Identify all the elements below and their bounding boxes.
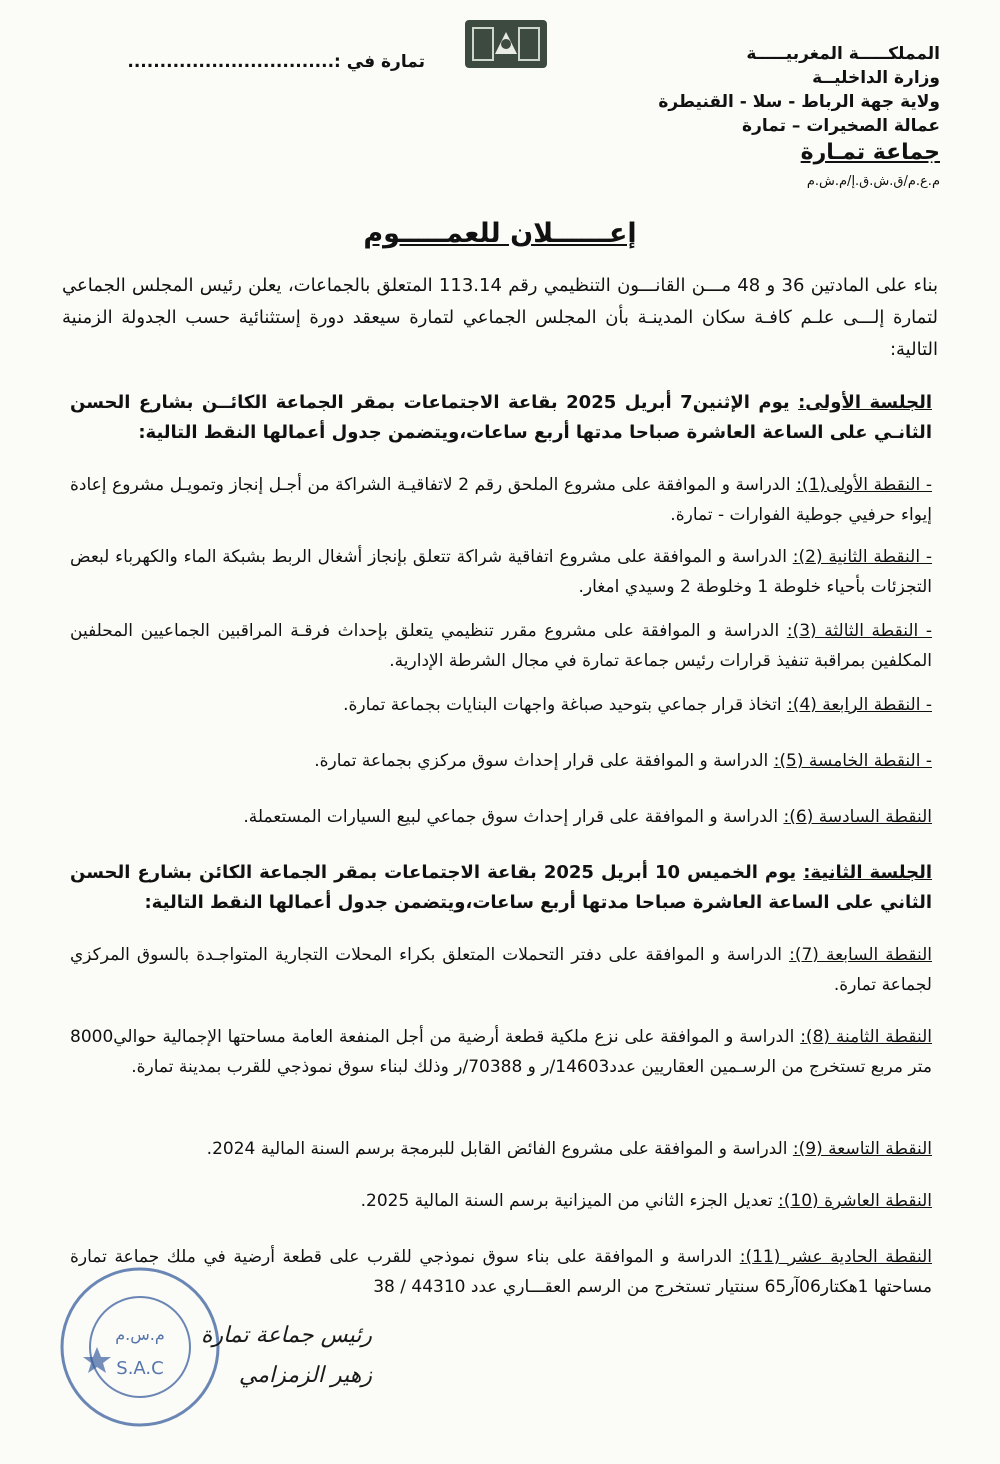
point-3 bbox=[70, 616, 932, 676]
point-text: الدراسة و الموافقة على مشروع مقرر تنظيمي يتعلق بإحداث فرقـة المراقبين الجماعيين المحلفين المكلفين بمراقبة تنفيذ قرارات رئيس جماعة تمارة في مجال الشرطة الإدارية. bbox=[70, 621, 932, 671]
point-6 bbox=[70, 802, 932, 832]
ministry-line: وزارة الداخليــة bbox=[812, 68, 940, 88]
coat-of-arms-icon bbox=[465, 20, 547, 68]
point-label: - النقطة الأولى(1): bbox=[796, 475, 932, 495]
reference-line: م.ع.م/ق.ش.ق.إ/م.ش.م bbox=[806, 174, 940, 189]
point-5 bbox=[70, 746, 932, 776]
point-text: الدراسة و الموافقة على مشروع الملحق رقم 2 لاتفاقيـة الشراكة من أجـل إنجاز وتمويـل مشروع إعادة إيواء حرفيي جوطية الفوارات - تمارة. bbox=[70, 475, 932, 525]
point-text: الدراسة و الموافقة على بناء سوق نموذجي للقرب على قطعة أرضية في ملك جماعة تمارة مساحتها 1هكتار06آر65 سنتيار تستخرج من الرسم العقـــاري عدد 44310 / 38 bbox=[70, 1247, 932, 1297]
point-label: - النقطة الثالثة (3): bbox=[786, 621, 932, 641]
session-1 bbox=[70, 388, 932, 448]
letterhead bbox=[620, 42, 940, 194]
point-text: الدراسة و الموافقة على قرار إحداث سوق جماعي لبيع السيارات المستعملة. bbox=[243, 807, 784, 827]
point-label: - النقطة الخامسة (5): bbox=[773, 751, 932, 771]
point-text: تعديل الجزء الثاني من الميزانية برسم السنة المالية 2025. bbox=[360, 1191, 779, 1211]
kingdom-line: المملكـــــة المغربيـــــة bbox=[746, 44, 940, 64]
date-line: تمارة في :................................ bbox=[127, 52, 425, 72]
point-8 bbox=[70, 1022, 932, 1082]
session-2 bbox=[70, 858, 932, 918]
point-label: النقطة الحادية عشر (11): bbox=[739, 1247, 932, 1267]
point-label: النقطة التاسعة (9): bbox=[792, 1139, 932, 1159]
point-label: - النقطة الثانية (2): bbox=[792, 547, 933, 567]
prefecture-line: عمالة الصخيرات – تمارة bbox=[742, 116, 940, 136]
stamp-center-bottom: S.A.C bbox=[116, 1358, 164, 1379]
point-text: الدراسة و الموافقة على دفتر التحملات المتعلق بكراء المحلات التجارية المتواجـدة بالسوق المركزي لجماعة تمارة. bbox=[70, 945, 932, 995]
point-4 bbox=[70, 690, 932, 720]
point-10 bbox=[70, 1186, 932, 1216]
intro-paragraph: بناء على المادتين 36 و 48 مـــن القانـــون التنظيمي رقم 113.14 المتعلق بالجماعات، يعلن رئيس المجلس الجماعي لتمارة إلـــى علـم كافـة سكان المدينـة بأن المجلس الجماعي لتمارة سيعقد دورة إستثنائية حسب الجدولة الزمنية التالية: bbox=[62, 275, 939, 360]
point-label: النقطة السادسة (6): bbox=[783, 807, 932, 827]
page-title: إعــــــلان للعمـــــوم bbox=[363, 218, 637, 249]
point-text: الدراسة و الموافقة على مشروع الفائض القابل للبرمجة برسم السنة المالية 2024. bbox=[206, 1139, 793, 1159]
point-label: - النقطة الرابعة (4): bbox=[787, 695, 932, 715]
point-7 bbox=[70, 940, 932, 1000]
point-text: الدراسة و الموافقة على نزع ملكية قطعة أرضية من أجل المنفعة العامة مساحتها الإجمالية حوالي8000 متر مربع تستخرج من الرسـمين العقاريين عدد14603/ر و 70388/ر وذلك لبناء سوق نموذجي للقرب بمدينة تمارة. bbox=[70, 1027, 932, 1077]
signature-title: رئيس جماعة تمارة bbox=[200, 1323, 372, 1348]
point-text: الدراسة و الموافقة على مشروع اتفاقية شراكة تتعلق بإنجاز أشغال الربط بشبكة الماء والكهرباء لبعض التجزئات بأحياء خلوطة 1 وخلوطة 2 وسيدي امغار. bbox=[70, 547, 932, 597]
point-9 bbox=[70, 1134, 932, 1164]
commune-line: جماعة تمـارة bbox=[800, 140, 940, 165]
point-1 bbox=[70, 470, 932, 530]
point-label: النقطة السابعة (7): bbox=[789, 945, 933, 965]
point-label: النقطة العاشرة (10): bbox=[778, 1191, 932, 1211]
signature-name: زهير الزمزامي bbox=[238, 1363, 372, 1388]
signature-block bbox=[142, 1316, 372, 1396]
session-2-label: الجلسة الثانية: bbox=[803, 862, 933, 883]
session-1-label: الجلسة الأولى: bbox=[798, 392, 932, 413]
point-2 bbox=[70, 542, 932, 602]
session-1-text: يوم الإثنين7 أبريل 2025 بقاعة الاجتماعات بمقر الجماعة الكائــن بشارع الحسن الثانـي على الساعة العاشرة صباحا مدتها أربع ساعات،ويتضمن جدول أعمالها النقط التالية: bbox=[70, 392, 932, 443]
region-line: ولاية جهة الرباط - سلا - القنيطرة bbox=[658, 92, 940, 112]
session-2-text: يوم الخميس 10 أبريل 2025 بقاعة الاجتماعات بمقر الجماعة الكائن بشارع الحسن الثاني على الساعة العاشرة صباحا مدتها أربع ساعات،ويتضمن جدول أعمالها النقط التالية: bbox=[70, 862, 932, 913]
stamp-center-top: م.س.م bbox=[115, 1325, 165, 1344]
point-text: الدراسة و الموافقة على قرار إحداث سوق مركزي بجماعة تمارة. bbox=[314, 751, 774, 771]
point-label: النقطة الثامنة (8): bbox=[800, 1027, 932, 1047]
point-text: اتخاذ قرار جماعي بتوحيد صباغة واجهات البنايات بجماعة تمارة. bbox=[343, 695, 788, 715]
